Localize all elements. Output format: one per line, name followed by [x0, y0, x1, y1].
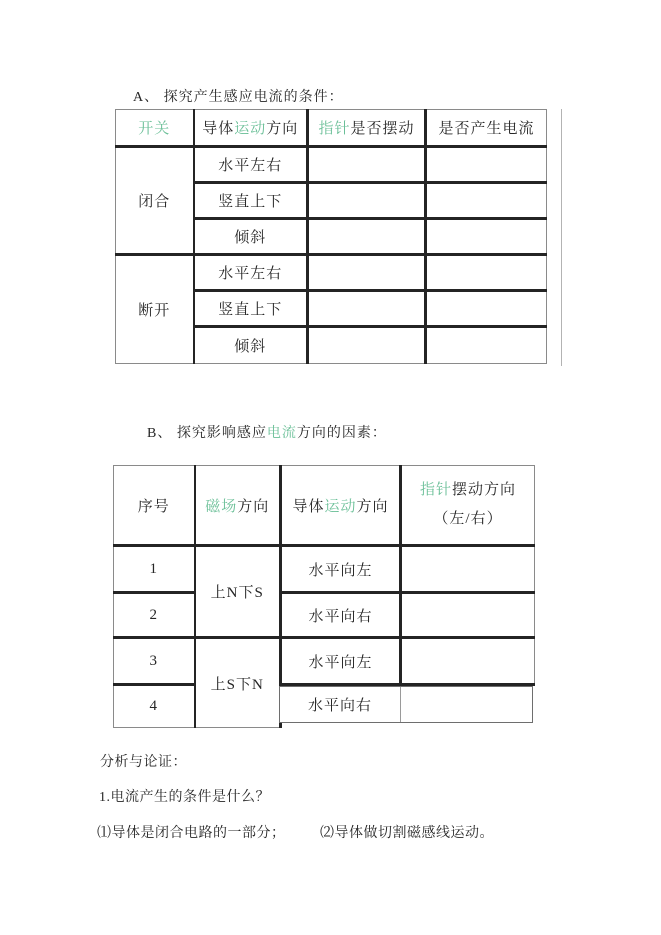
direction-cell: 倾斜	[194, 219, 308, 255]
empty-cell	[401, 638, 535, 685]
hdr-txt: 摆动方向	[452, 482, 517, 498]
faint-gridline	[561, 109, 562, 366]
index-cell: 2	[114, 593, 195, 638]
heading-a	[133, 86, 344, 106]
hdr-txt: 导体	[202, 121, 235, 137]
hdr-txt-green: 指针	[318, 121, 351, 137]
table-row	[116, 147, 547, 183]
empty-cell	[308, 219, 426, 255]
direction-cell: 水平左右	[194, 255, 308, 291]
motion-cell: 水平向右	[280, 687, 401, 722]
empty-cell	[426, 147, 547, 183]
heading-b-text: B、 探究影响感应	[147, 426, 267, 441]
direction-cell: 水平左右	[194, 147, 308, 183]
index-cell: 3	[114, 638, 195, 685]
heading-a-text: A、 探究产生感应电流的条件：	[133, 90, 344, 105]
index-cell: 1	[114, 546, 195, 593]
table-row	[116, 255, 547, 291]
header-cell-switch	[116, 110, 194, 147]
table-row	[114, 546, 535, 593]
empty-cell	[426, 219, 547, 255]
hdr-line2: （左/右）	[433, 511, 503, 527]
header-cell-field-direction	[195, 466, 281, 546]
empty-cell	[308, 291, 426, 327]
heading-b-tail: 方向的因素：	[296, 426, 387, 441]
header-cell-index	[114, 466, 195, 546]
analysis-question-1: 1.电流产生的条件是什么？	[99, 790, 270, 805]
empty-cell	[426, 291, 547, 327]
hdr-txt: 序号	[137, 498, 170, 515]
empty-cell	[308, 183, 426, 219]
empty-cell	[308, 327, 426, 364]
switch-open-cell: 断开	[116, 255, 194, 364]
empty-cell	[401, 593, 535, 638]
hdr-txt: 导体	[292, 498, 325, 515]
table-b-row4-detached-box	[279, 686, 533, 723]
hdr-txt: 方向	[266, 121, 299, 137]
empty-cell	[401, 687, 532, 722]
hdr-txt: 是否摆动	[350, 121, 415, 137]
index-cell: 4	[114, 685, 195, 728]
empty-cell	[426, 327, 547, 364]
empty-cell	[401, 546, 535, 593]
header-cell-current-produced	[426, 110, 547, 147]
hdr-line1	[402, 476, 534, 505]
heading-b-green: 电流	[266, 426, 297, 441]
hdr-txt-green: 运动	[234, 121, 267, 137]
header-cell-conductor-motion	[281, 466, 401, 546]
field-direction-cell: 上N下S	[195, 546, 281, 638]
analysis-answer-1b: ⑵导体做切割磁感线运动。	[320, 826, 494, 841]
direction-cell: 竖直上下	[194, 183, 308, 219]
motion-cell: 水平向右	[281, 593, 401, 638]
heading-b	[147, 422, 387, 442]
table-a-header-row	[116, 110, 547, 147]
empty-cell	[308, 255, 426, 291]
switch-closed-cell: 闭合	[116, 147, 194, 255]
hdr-txt: 方向	[356, 498, 389, 515]
table-induced-current-conditions	[115, 109, 547, 364]
hdr-txt: 是否产生电流	[438, 121, 535, 137]
hdr-txt-green: 运动	[324, 498, 357, 515]
hdr-txt-green: 开关	[138, 121, 171, 137]
empty-cell	[426, 255, 547, 291]
empty-cell	[426, 183, 547, 219]
direction-cell: 倾斜	[194, 327, 308, 364]
analysis-title: 分析与论证：	[100, 755, 187, 770]
empty-cell	[308, 147, 426, 183]
hdr-txt: 方向	[237, 498, 270, 515]
table-row	[114, 638, 535, 685]
header-cell-conductor-motion	[194, 110, 308, 147]
analysis-answer-1a: ⑴导体是闭合电路的一部分；	[97, 826, 286, 841]
header-cell-pointer-swing	[308, 110, 426, 147]
direction-cell: 竖直上下	[194, 291, 308, 327]
motion-cell: 水平向左	[281, 546, 401, 593]
table-b-header-row	[114, 466, 535, 546]
motion-cell: 水平向左	[281, 638, 401, 685]
hdr-txt-green: 指针	[419, 482, 452, 498]
hdr-txt-green: 磁场	[205, 498, 238, 515]
field-direction-cell: 上S下N	[195, 638, 281, 728]
table-row	[114, 593, 535, 638]
header-cell-pointer-swing-direction	[401, 466, 535, 546]
